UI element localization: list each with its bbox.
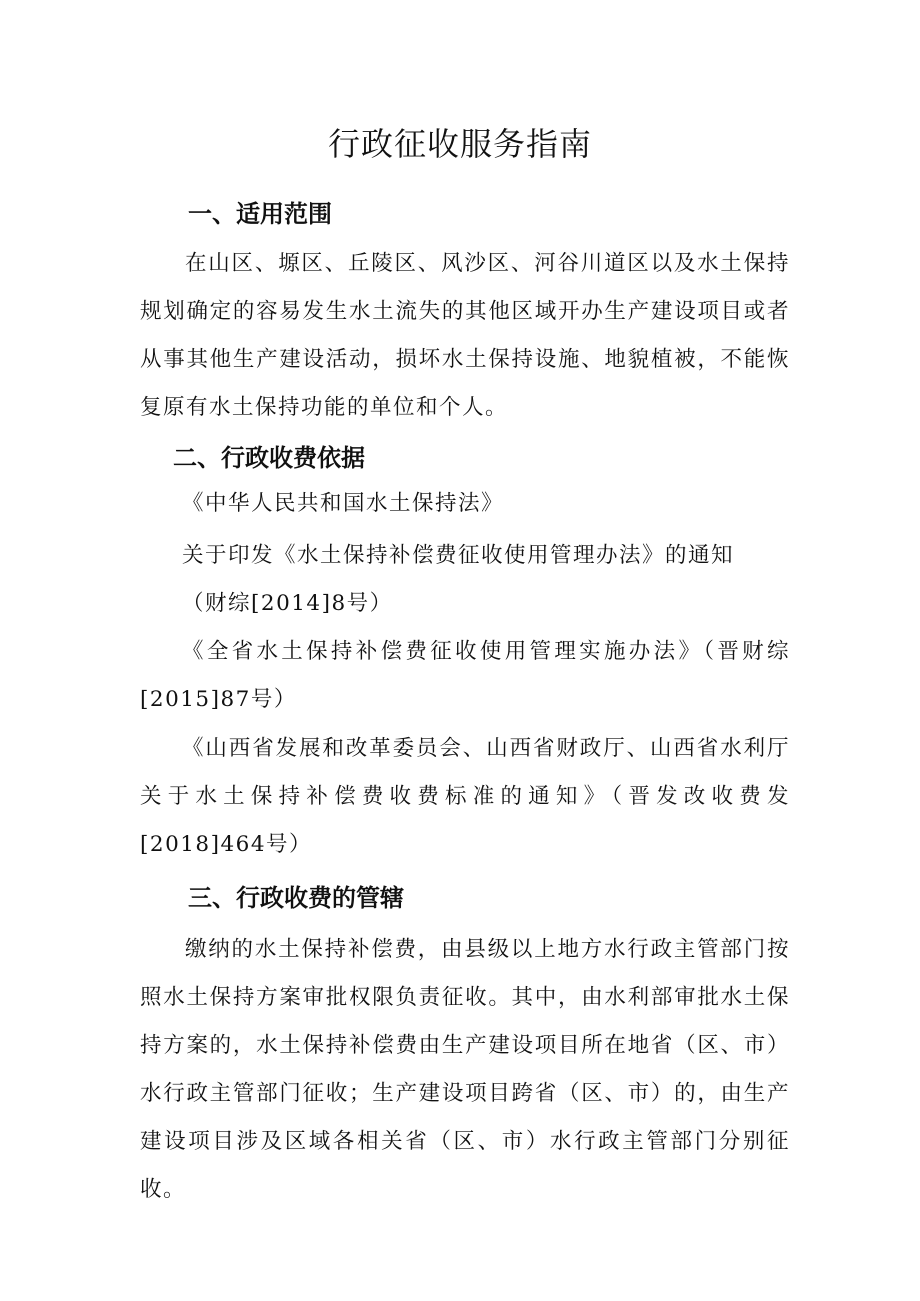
section-1-heading: 一、适用范围 — [188, 200, 332, 228]
legal-basis-item-5: 《山西省发展和改革委员会、山西省财政厅、山西省水利厅关于水土保持补偿费收费标准的通知》（晋发改收费发[2018]464号） — [140, 736, 790, 857]
section-2-heading: 二、行政收费依据 — [173, 444, 365, 472]
section-1-body: 在山区、塬区、丘陵区、风沙区、河谷川道区以及水土保持规划确定的容易发生水土流失的其他区域开办生产建设项目或者从事其他生产建设活动，损坏水土保持设施、地貌植被，不能恢复原有水土保持功能的单位和个人。 — [140, 251, 790, 420]
section-3-heading: 三、行政收费的管辖 — [188, 884, 404, 912]
legal-basis-item-2: 关于印发《水土保持补偿费征收使用管理办法》的通知 — [182, 543, 735, 568]
legal-basis-item-3: （财综[2014]8号） — [182, 591, 393, 616]
page-title: 行政征收服务指南 — [327, 125, 592, 163]
section-3-body: 缴纳的水土保持补偿费，由县级以上地方水行政主管部门按照水土保持方案审批权限负责征收。其中，由水利部审批水土保持方案的，水土保持补偿费由生产建设项目所在地省（区、市）水行政主管部门征收；生产建设项目跨省（区、市）的，由生产建设项目涉及区域各相关省（区、市）水行政主管部门分别征收。 — [140, 937, 790, 1202]
legal-basis-item-4: 《全省水土保持补偿费征收使用管理实施办法》（晋财综[2015]87号） — [140, 639, 790, 712]
legal-basis-item-1: 《中华人民共和国水土保持法》 — [182, 491, 505, 516]
